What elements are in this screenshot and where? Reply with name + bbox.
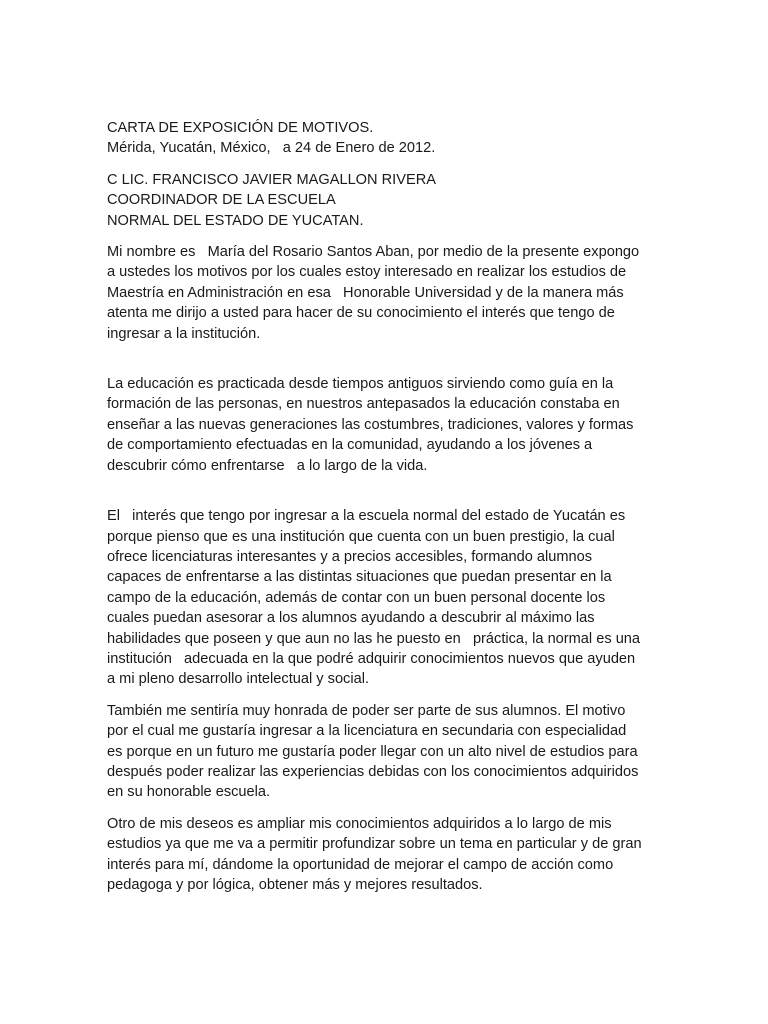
paragraph-line: por el cual me gustaría ingresar a la licenciatura en secundaria con especialidad [107,723,627,740]
paragraph-line: porque pienso que es una institución que cuenta con un buen prestigio, la cual [107,528,615,545]
paragraph-line: La educación es practicada desde tiempos antiguos sirviendo como guía en la [107,376,614,393]
paragraph-line: Maestría en Administración en esa Honorable Universidad y de la manera más [107,284,624,301]
paragraph-line: estudios ya que me va a permitir profundizar sobre un tema en particular y de gran [107,836,642,853]
paragraph-line: habilidades que poseen y que aun no las he puesto en práctica, la normal es una [107,630,641,647]
paragraph-motivation [107,701,667,803]
paragraph-line: a ustedes los motivos por los cuales estoy interesado en realizar los estudios de [107,264,627,281]
letter-title: CARTA DE EXPOSICIÓN DE MOTIVOS. [107,120,374,136]
paragraph-line: Otro de mis deseos es ampliar mis conocimientos adquiridos a lo largo de mis [107,815,612,832]
paragraph-line: Mi nombre es María del Rosario Santos Aban, por medio de la presente expongo [107,244,640,261]
paragraph-line: pedagoga y por lógica, obtener más y mejores resultados. [107,877,483,893]
addressee-line: C LIC. FRANCISCO JAVIER MAGALLON RIVERA [107,171,436,188]
paragraph-line: También me sentiría muy honrada de poder ser parte de sus alumnos. El motivo [107,702,626,719]
paragraph-line: campo de la educación, además de contar con un buen personal docente los [107,589,606,606]
addressee-block [107,170,667,231]
addressee-line: COORDINADOR DE LA ESCUELA [107,192,336,209]
paragraph-line: ofrece licenciaturas interesantes y a precios accesibles, formando alumnos [107,548,593,565]
letter-page [107,118,667,895]
letter-heading [107,118,667,159]
addressee-line: NORMAL DEL ESTADO DE YUCATAN. [107,212,364,229]
paragraph-line: en su honorable escuela. [107,784,271,801]
paragraph-line: formación de las personas, en nuestros antepasados la educación constaba en [107,396,620,413]
paragraph-line: capaces de enfrentarse a las distintas situaciones que puedan presentar en la [107,569,612,586]
paragraph-education [107,374,667,476]
paragraph-line: interés para mí, dándome la oportunidad de mejorar el campo de acción como [107,856,614,873]
paragraph-line: ingresar a la institución. [107,325,261,342]
paragraph-line: cuales puedan asesorar a los alumnos ayudando a descubrir al máximo las [107,610,595,627]
paragraph-goals [107,814,667,896]
paragraph-line: enseñar a las nuevas generaciones las costumbres, tradiciones, valores y formas [107,416,634,433]
paragraph-line: atenta me dirijo a usted para hacer de su conocimiento el interés que tengo de [107,305,615,322]
paragraph-line: descubrir cómo enfrentarse a lo largo de la vida. [107,457,428,474]
paragraph-line: El interés que tengo por ingresar a la escuela normal del estado de Yucatán es [107,508,626,525]
paragraph-line: institución adecuada en la que podré adquirir conocimientos nuevos que ayuden [107,650,636,667]
letter-dateline: Mérida, Yucatán, México, a 24 de Enero de 2012. [107,140,436,157]
paragraph-line: es porque en un futuro me gustaría poder llegar con un alto nivel de estudios para [107,743,638,760]
paragraph-introduction [107,242,667,344]
paragraph-interest [107,506,667,690]
paragraph-line: a mi pleno desarrollo intelectual y social. [107,671,370,688]
paragraph-line: después poder realizar las experiencias debidas con los conocimientos adquiridos [107,763,639,780]
paragraph-line: de comportamiento efectuadas en la comunidad, ayudando a los jóvenes a [107,437,593,454]
